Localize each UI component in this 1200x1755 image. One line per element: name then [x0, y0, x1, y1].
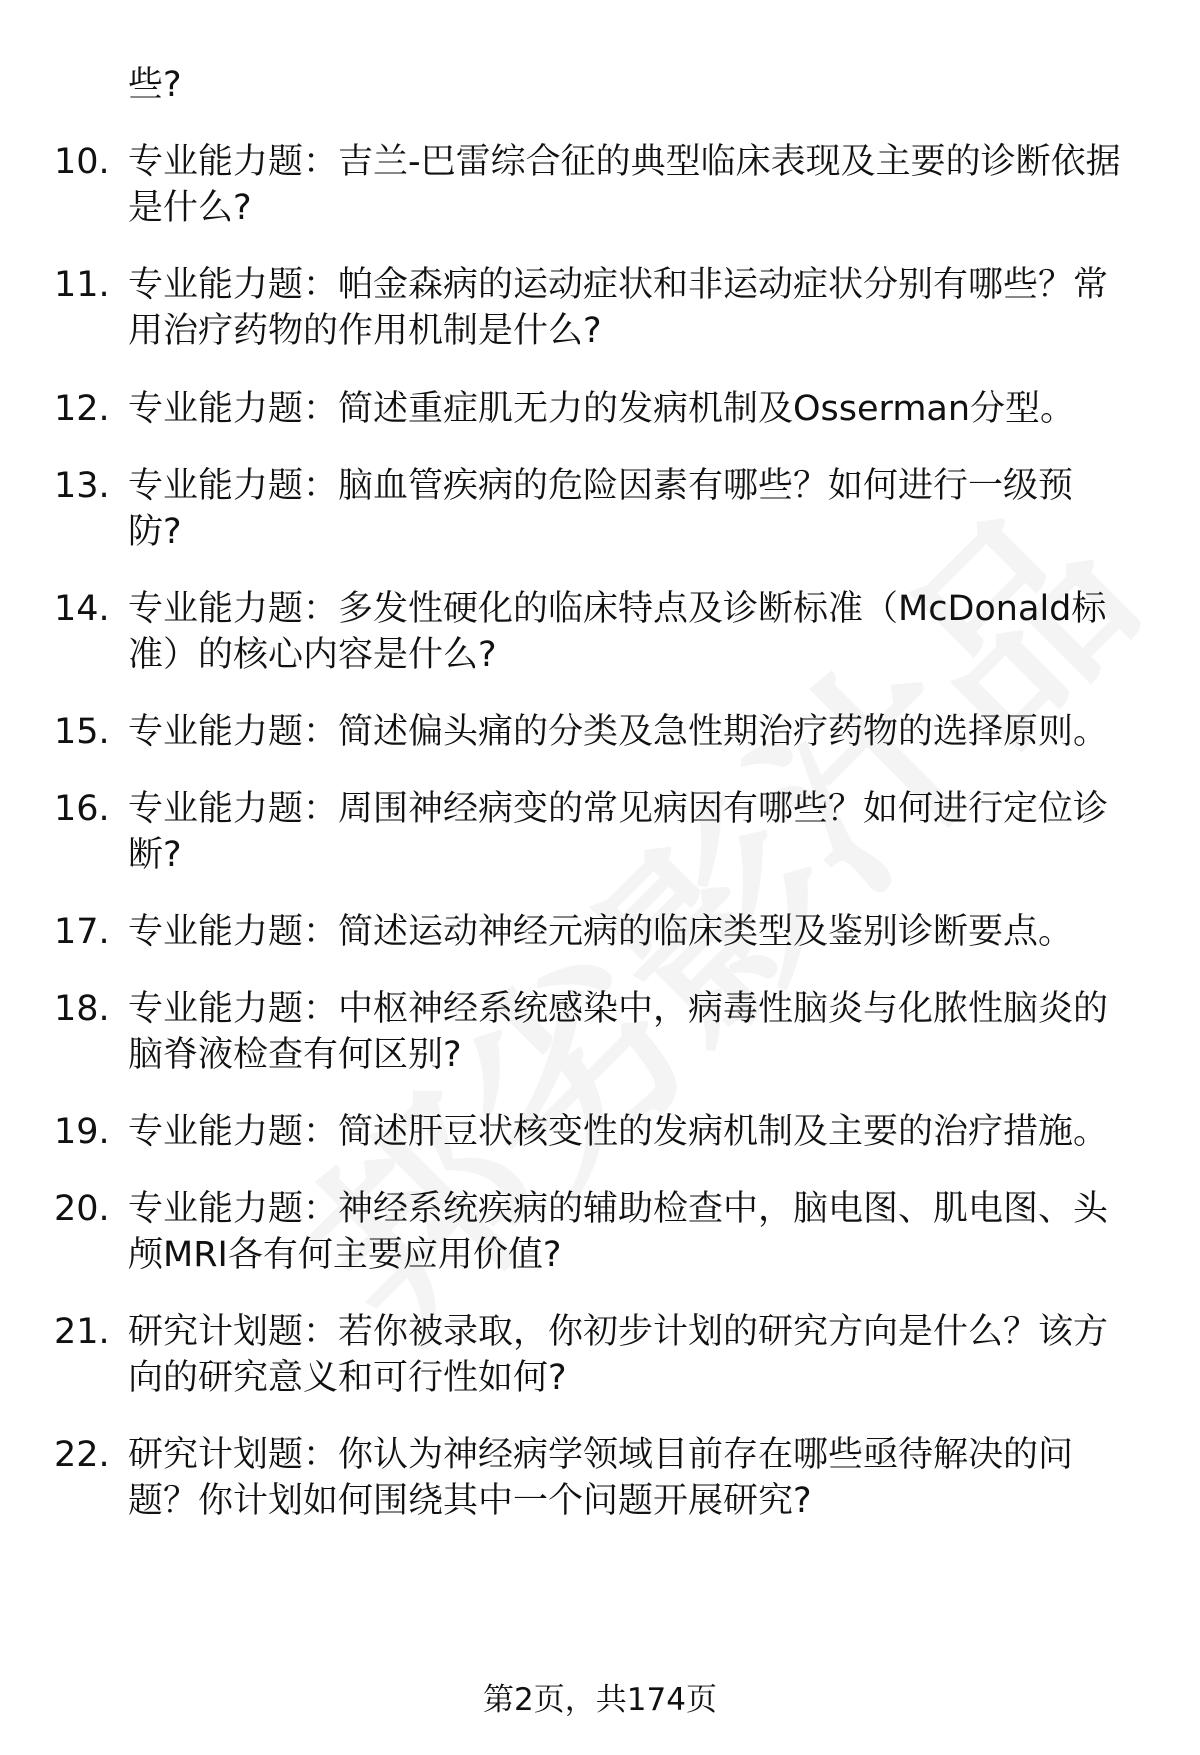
item-text: 专业能力题：脑血管疾病的危险因素有哪些？如何进行一级预 防?: [128, 466, 1074, 552]
item-number: 22.: [54, 1435, 110, 1475]
page-footer: 第2页，共174页: [483, 1682, 717, 1718]
item-text: 研究计划题：你认为神经病学领域目前存在哪些亟待解决的问 题？你计划如何围绕其中一个问题开展研究?: [128, 1435, 1074, 1521]
item-text: 专业能力题：神经系统疾病的辅助检查中，脑电图、肌电图、头 颅MRI各有何主要应用价值?: [128, 1189, 1109, 1275]
item-text: 专业能力题：简述肝豆状核变性的发病机制及主要的治疗措施。: [128, 1112, 1109, 1152]
item-text: 专业能力题：吉兰-巴雷综合征的典型临床表现及主要的诊断依据 是什么?: [128, 142, 1121, 228]
item-number: 10.: [54, 142, 110, 182]
item-number: 14.: [54, 589, 110, 629]
item-text: 研究计划题：若你被录取，你初步计划的研究方向是什么？该方 向的研究意义和可行性如何?: [128, 1312, 1109, 1398]
item-number: 20.: [54, 1189, 110, 1229]
item-number: 21.: [54, 1312, 110, 1352]
item-number: 19.: [54, 1112, 110, 1152]
item-text: 专业能力题：简述偏头痛的分类及急性期治疗药物的选择原则。: [128, 712, 1109, 752]
item-text: 专业能力题：中枢神经系统感染中，病毒性脑炎与化脓性脑炎的 脑脊液检查有何区别?: [128, 989, 1109, 1075]
item-text: 专业能力题：帕金森病的运动症状和非运动症状分别有哪些？常 用治疗药物的作用机制是什么?: [128, 265, 1109, 351]
item-number: 16.: [54, 789, 110, 829]
item-text: 专业能力题：周围神经病变的常见病因有哪些？如何进行定位诊 断?: [128, 789, 1109, 875]
item-text: 专业能力题：多发性硬化的临床特点及诊断标准（McDonald标 准）的核心内容是什么?: [128, 589, 1107, 675]
item-number: 13.: [54, 466, 110, 506]
item-text: 专业能力题：简述重症肌无力的发病机制及Osserman分型。: [128, 389, 1076, 429]
continuation-text: 些?: [128, 65, 182, 105]
item-number: 11.: [54, 265, 110, 305]
item-number: 12.: [54, 389, 110, 429]
item-number: 15.: [54, 712, 110, 752]
item-text: 专业能力题：简述运动神经元病的临床类型及鉴别诊断要点。: [128, 912, 1074, 952]
item-number: 17.: [54, 912, 110, 952]
item-number: 18.: [54, 989, 110, 1029]
